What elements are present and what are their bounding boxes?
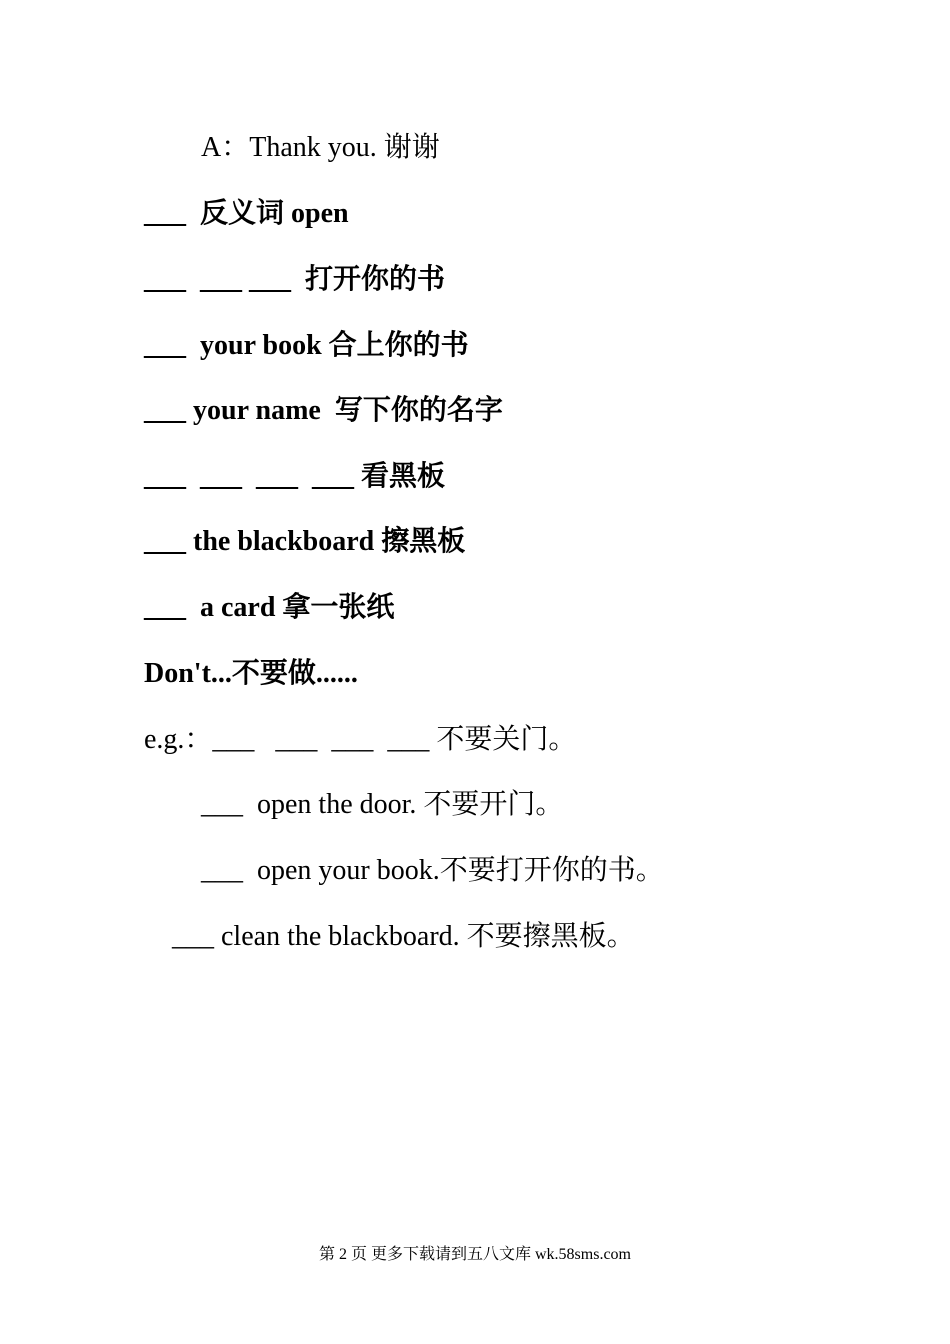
example-line-dont-clean-blackboard: ___ clean the blackboard. 不要擦黑板。 <box>172 921 635 952</box>
example-line-dont-close-door: e.g.：___ ___ ___ ___ 不要关门。 <box>144 724 577 755</box>
exercise-line-opposite-open: ___ 反义词 open <box>144 198 349 229</box>
dialogue-line: A：Thank you. 谢谢 <box>201 132 440 163</box>
section-heading-dont: Don't...不要做...... <box>144 658 358 689</box>
exercise-line-look-blackboard: ___ ___ ___ ___ 看黑板 <box>144 461 446 492</box>
example-line-dont-open-book: ___ open your book.不要打开你的书。 <box>201 855 664 886</box>
exercise-line-take-card: ___ a card 拿一张纸 <box>144 592 395 623</box>
exercise-line-write-name: ___ your name 写下你的名字 <box>144 395 503 426</box>
example-line-dont-open-door: ___ open the door. 不要开门。 <box>201 789 564 820</box>
exercise-line-close-book: ___ your book 合上你的书 <box>144 330 469 361</box>
exercise-line-open-book: ___ ___ ___ 打开你的书 <box>144 264 446 295</box>
page-footer: 第 2 页 更多下载请到五八文库 wk.58sms.com <box>318 1246 631 1263</box>
exercise-line-clean-blackboard: ___ the blackboard 擦黑板 <box>144 526 466 557</box>
